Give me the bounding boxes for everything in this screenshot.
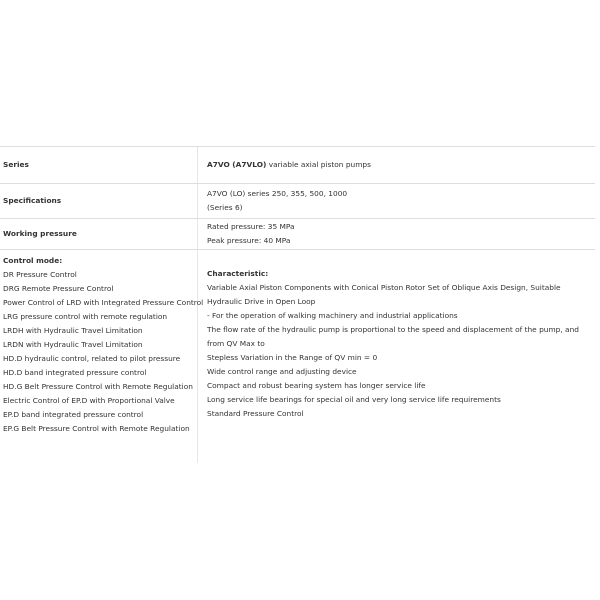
list-item: LRDH with Hydraulic Travel Limitation [3,326,143,335]
list-item: - For the operation of walking machinery and industrial applications [207,311,458,320]
list-item: Electric Control of EP.D with Proportional Valve [3,396,175,405]
series-description: variable axial piston pumps [266,160,371,169]
control-modes [0,250,204,463]
list-item: HD.D band integrated pressure control [3,368,147,377]
list-item: from QV Max to [207,339,265,348]
characteristics [198,250,595,463]
rated-pressure: Rated pressure: 35 MPa [207,222,295,231]
table-row-working-pressure [0,218,595,249]
series-value [198,147,595,183]
series-label: Series [0,147,198,183]
spec-line: A7VO (LO) series 250, 355, 500, 1000 [207,189,348,198]
list-item: Wide control range and adjusting device [207,367,357,376]
list-item: Standard Pressure Control [207,409,304,418]
list-item: Hydraulic Drive in Open Loop [207,297,316,306]
table-row-series [0,146,595,183]
list-item: Power Control of LRD with Integrated Pressure Control [3,298,204,307]
characteristic-label: Characteristic: [207,269,269,278]
list-item: Stepless Variation in the Range of QV min = 0 [207,353,378,362]
series-model: A7VO (A7VLO) [207,160,267,169]
list-item: Compact and robust bearing system has longer service life [207,381,426,390]
list-item: EP.D band integrated pressure control [3,410,144,419]
table-row-control [0,249,595,463]
list-item: LRG pressure control with remote regulation [3,312,168,321]
list-item: EP.G Belt Pressure Control with Remote Regulation [3,424,190,433]
list-item: LRDN with Hydraulic Travel Limitation [3,340,143,349]
table-row-specifications [0,183,595,218]
list-item: Long service life bearings for special oil and very long service life requirements [207,395,501,404]
specifications-label: Specifications [0,184,198,218]
control-mode-label: Control mode: [3,256,63,265]
spec-table [0,146,595,463]
list-item: HD.D hydraulic control, related to pilot pressure [3,354,181,363]
list-item: DR Pressure Control [3,270,77,279]
specifications-value [198,184,595,218]
list-item: The flow rate of the hydraulic pump is proportional to the speed and displacement of the pump, and [207,325,579,334]
working-pressure-label: Working pressure [0,219,198,249]
list-item: Variable Axial Piston Components with Conical Piston Rotor Set of Oblique Axis Design, Suitable [207,283,561,292]
peak-pressure: Peak pressure: 40 MPa [207,236,291,245]
spec-line: (Series 6) [207,203,243,212]
list-item: HD.G Belt Pressure Control with Remote Regulation [3,382,193,391]
list-item: DRG Remote Pressure Control [3,284,114,293]
working-pressure-value [198,219,595,249]
